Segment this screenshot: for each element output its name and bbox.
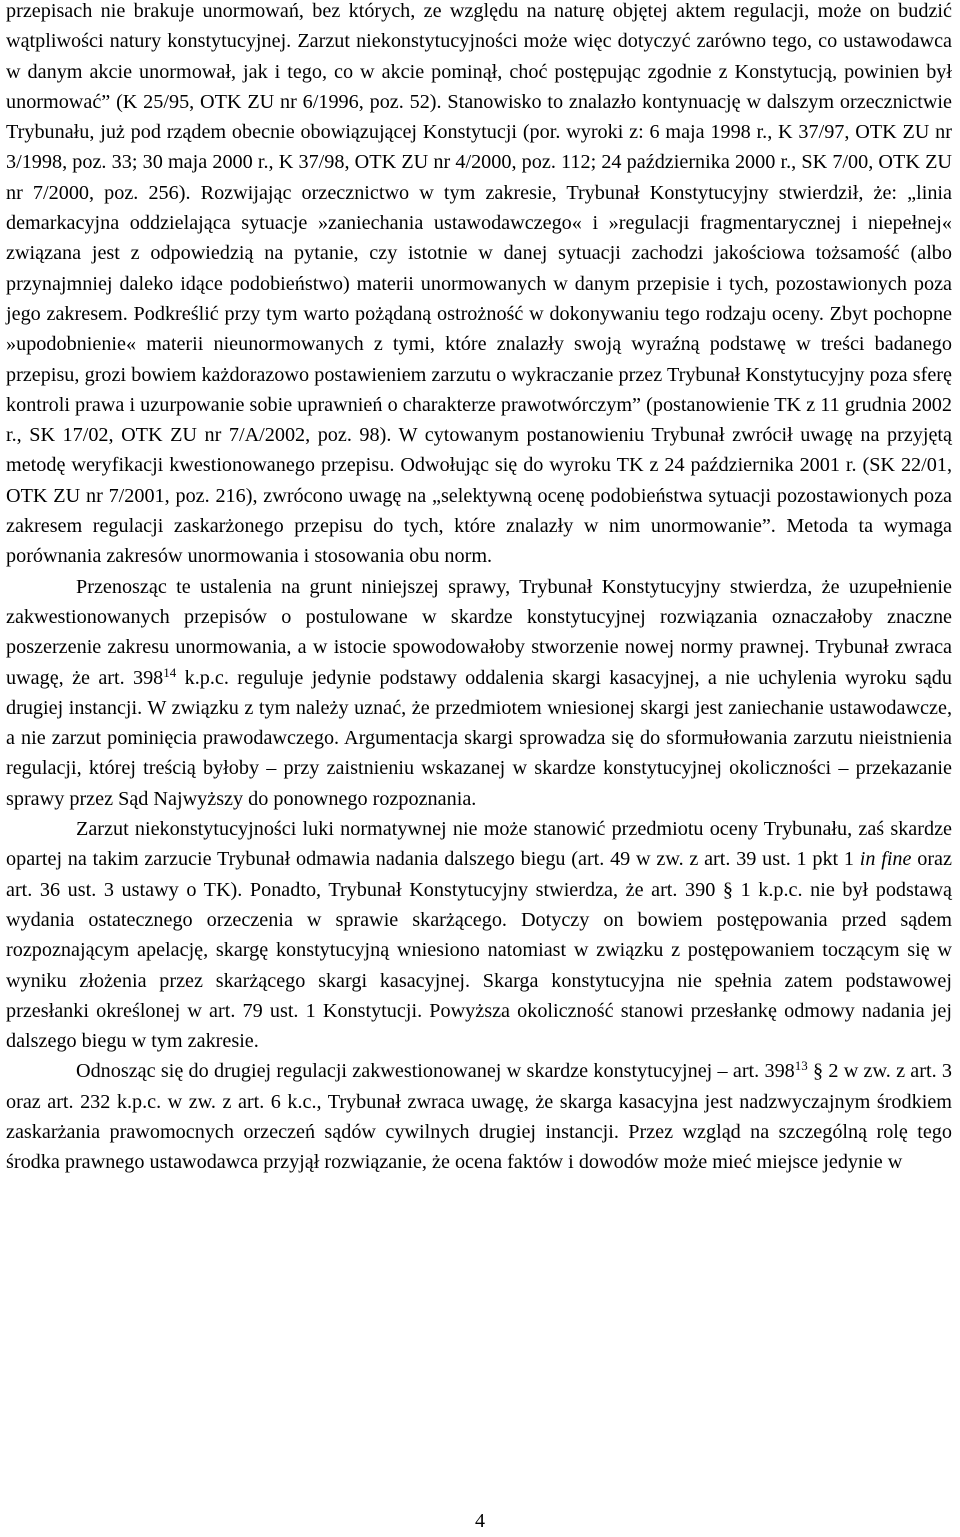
paragraph-4-text-b: § 2 w zw. z art. 3 oraz art. 232 k.p.c. w zw. z art. 6 k.c., Trybunał zwraca uwagę, że skarga kasacyjna jest nadzwyczajnym środkiem zaskarżania prawomocnych orzeczeń sądów cywilnych drugiej instancji. Przez wzgląd na szczególną rolę tego środka prawnego ustawodawca przyjął rozwiązanie, że ocena faktów i dowodów może mieć miejsce jedynie w	[6, 1060, 952, 1174]
article-superscript-13: 13	[794, 1058, 808, 1074]
paragraph-3	[6, 814, 952, 1056]
paragraph-2-text-b: k.p.c. reguluje jedynie podstawy oddalenia skargi kasacyjnej, a nie uchylenia wyroku sądu drugiej instancji. W związku z tym należy uznać, że przedmiotem wniesionej skargi jest zaniechanie ustawodawcze, a nie zarzut pominięcia prawodawczego. Argumentacja skargi sprowadza się do sformułowania zarzutu nieistnienia regulacji, której treścią byłoby – przy zaistnieniu wskazanej w skardze konstytucyjnej okoliczności – przekazanie sprawy przez Sąd Najwyższy do ponownego rozpoznania.	[6, 666, 952, 810]
latin-phrase-in-fine: in fine	[859, 848, 912, 871]
paragraph-4	[6, 1056, 952, 1177]
paragraph-2	[6, 572, 952, 814]
page-number: 4	[475, 1510, 485, 1532]
paragraph-1	[6, 0, 952, 572]
paragraph-3-text-a: Zarzut niekonstytucyjności luki normatywnej nie może stanowić przedmiotu oceny Trybunału, zaś skardze opartej na takim zarzucie Trybunał odmawia nadania dalszego biegu (art. 49 w zw. z art. 39 ust. 1 pkt 1	[6, 818, 952, 871]
paragraph-3-text-b: oraz art. 36 ust. 3 ustawy o TK). Ponadto, Trybunał Konstytucyjny stwierdza, że art. 390 § 1 k.p.c. nie był podstawą wydania ostatecznego orzeczenia w sprawie skarżącego. Dotyczy on bowiem postępowania przed sądem rozpoznającym apelację, skargę konstytucyjną wniesiono natomiast w związku z postępowaniem toczącym się w wyniku złożenia przez skarżącego skargi kasacyjnej. Skarga konstytucyjna nie spełnia zatem podstawowej przesłanki określonej w art. 79 ust. 1 Konstytucji. Powyższa okoliczność stanowi przesłankę odmowy nadania jej dalszego biegu w tym zakresie.	[6, 848, 952, 1053]
document-body	[6, 0, 952, 1178]
article-superscript-14: 14	[163, 664, 177, 680]
paragraph-2-text-a: Przenosząc te ustalenia na grunt niniejszej sprawy, Trybunał Konstytucyjny stwierdza, że uzupełnienie zakwestionowanych przepisów o postulowane w skardze konstytucyjnej rozwiązania oznaczałoby znaczne poszerzenie zakresu unormowania, a w istocie spowodowałoby stworzenie nowej normy prawnej. Trybunał zwraca uwagę, że art. 398	[6, 575, 952, 689]
paragraph-4-text-a: Odnosząc się do drugiej regulacji zakwestionowanej w skardze konstytucyjnej – art. 398	[76, 1060, 795, 1083]
paragraph-1-text: przepisach nie brakuje unormowań, bez których, ze względu na naturę objętej aktem regulacji, może on budzić wątpliwości natury konstytucyjnej. Zarzut niekonstytucyjności może więc dotyczyć zarówno tego, co ustawodawca w danym akcie unormował, jak i tego, co w akcie pominął, choć postępując zgodnie z Konstytucją, powinien był unormować” (K 25/95, OTK ZU nr 6/1996, poz. 52). Stanowisko to znalazło kontynuację w dalszym orzecznictwie Trybunału, już pod rządem obecnie obowiązującej Konstytucji (por. wyroki z: 6 maja 1998 r., K 37/97, OTK ZU nr 3/1998, poz. 33; 30 maja 2000 r., K 37/98, OTK ZU nr 4/2000, poz. 112; 24 października 2000 r., SK 7/00, OTK ZU nr 7/2000, poz. 256). Rozwijając orzecznictwo w tym zakresie, Trybunał Konstytucyjny stwierdził, że: „linia demarkacyjna oddzielająca sytuacje »zaniechania ustawodawczego« i »regulacji fragmentarycznej i niepełnej« związana jest z odpowiedzią na pytanie, czy istotnie w danej sytuacji zachodzi jakościowa tożsamość (albo przynajmniej daleko idące podobieństwo) materii unormowanych w danym przepisie i tych, pozostawionych poza jego zakresem. Podkreślić przy tym warto pożądaną ostrożność w dokonywaniu tego rodzaju oceny. Zbyt pochopne »upodobnienie« materii nieunormowanych z tymi, które znalazły swoją wyraźną podstawę w treści badanego przepisu, grozi bowiem każdorazowo postawieniem zarzutu o wykraczanie przez Trybunał Konstytucyjny poza sferę kontroli prawa i uzurpowanie sobie uprawnień o charakterze prawotwórczym” (postanowienie TK z 11 grudnia 2002 r., SK 17/02, OTK ZU nr 7/A/2002, poz. 98). W cytowanym postanowieniu Trybunał zwrócił uwagę na przyjętą metodę weryfikacji kwestionowanego przepisu. Odwołując się do wyroku TK z 24 października 2001 r. (SK 22/01, OTK ZU nr 7/2001, poz. 216), zwrócono uwagę na „selektywną ocenę podobieństwa sytuacji pozostawionych poza zakresem regulacji zaskarżonego przepisu do tych, które znalazły w nim unormowanie”. Metoda ta wymaga porównania zakresów unormowania i stosowania obu norm.	[6, 0, 952, 568]
